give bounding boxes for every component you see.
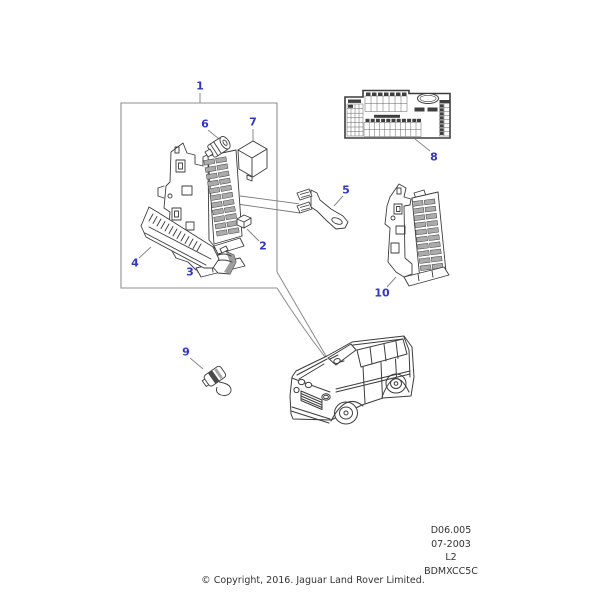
relay-7 bbox=[238, 141, 267, 181]
drawing-reference-block bbox=[400, 524, 502, 578]
bulb-holder-9 bbox=[201, 365, 232, 395]
front-wheel bbox=[335, 402, 358, 424]
doc-code: D06.005 bbox=[430, 525, 472, 536]
frame-code: BDMXCC5C bbox=[424, 565, 478, 577]
callout-8[interactable]: 8 bbox=[430, 150, 438, 164]
callout-3[interactable]: 3 bbox=[186, 265, 194, 279]
fuse-box-10 bbox=[385, 184, 449, 286]
bracket-5 bbox=[297, 189, 348, 229]
fuse-label-8 bbox=[345, 91, 450, 139]
copyright-notice: © Copyright, 2016. Jaguar Land Rover Limited. bbox=[201, 575, 425, 586]
callout-4[interactable]: 4 bbox=[131, 256, 139, 270]
model-code: L2 bbox=[445, 552, 457, 563]
location-wedge-lines bbox=[277, 272, 326, 357]
callout-7[interactable]: 7 bbox=[249, 115, 257, 129]
callout-5[interactable]: 5 bbox=[342, 183, 350, 197]
date-code: 07-2003 bbox=[431, 538, 471, 550]
vehicle bbox=[290, 336, 414, 424]
callout-6[interactable]: 6 bbox=[201, 117, 209, 131]
callout-10[interactable]: 10 bbox=[374, 286, 390, 300]
bracket-reference-lines bbox=[237, 196, 300, 213]
callout-9[interactable]: 9 bbox=[182, 345, 190, 359]
callout-1[interactable]: 1 bbox=[196, 79, 204, 93]
land-rover-logo-icon bbox=[418, 94, 439, 104]
callout-2[interactable]: 2 bbox=[259, 239, 267, 253]
